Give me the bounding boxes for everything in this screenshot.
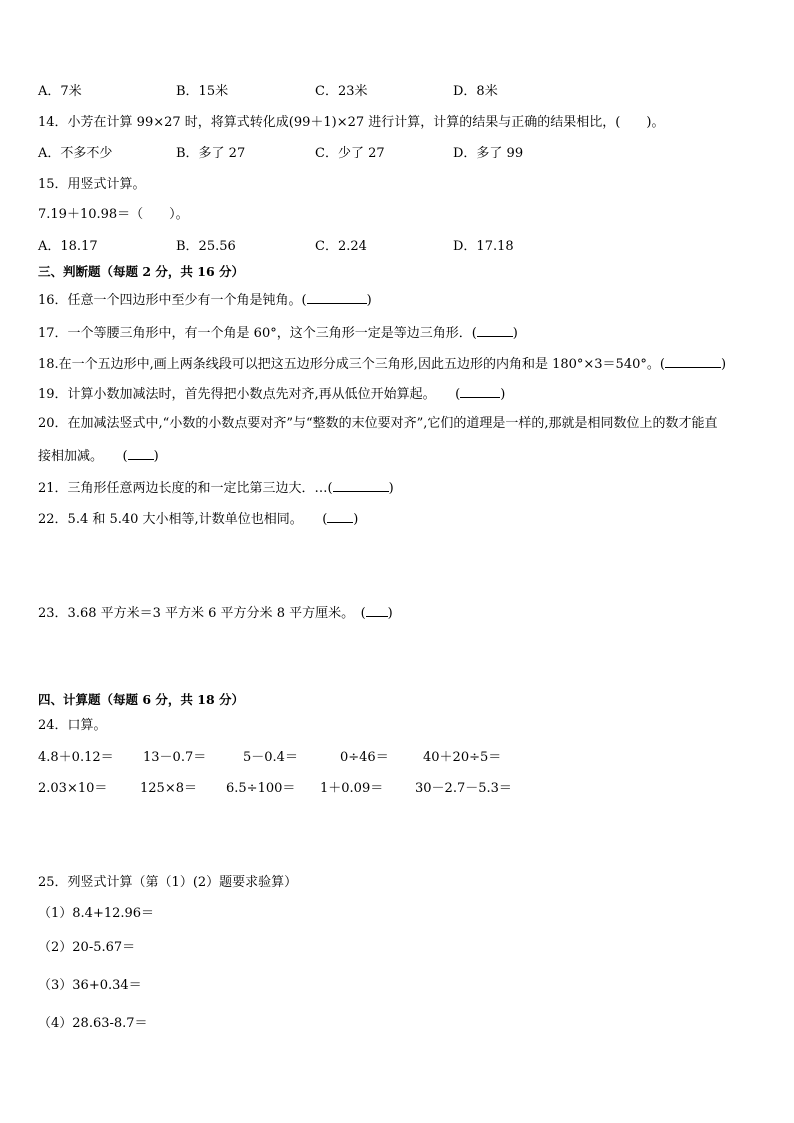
q24-calc-3: 5－0.4＝: [243, 750, 298, 765]
q24-calc-8: 6.5÷100＝: [226, 781, 296, 796]
q22-statement: [38, 510, 358, 528]
q13-option-d: D．8米: [453, 84, 498, 99]
q24-calc-7: 125×8＝: [140, 781, 197, 796]
q23-text: 23．3.68 平方米＝3 平方米 6 平方分米 8 平方厘米。 (: [38, 606, 366, 621]
q13-option-a: A．7米: [38, 84, 82, 99]
q25-item-3: （3）36+0.34＝: [38, 978, 142, 993]
q15-option-a: A．18.17: [38, 239, 98, 254]
q24-row-1: [38, 750, 738, 766]
q20-close-paren: ): [153, 449, 159, 464]
q22-close-paren: ): [353, 512, 359, 527]
q14-options: [38, 146, 738, 162]
q15-option-b: B．25.56: [176, 239, 236, 254]
q14-stem: 14．小芳在计算 99×27 时，将算式转化成(99＋1)×27 进行计算，计算的结果与正确的结果相比，( )。: [38, 115, 665, 130]
q17-statement: [38, 324, 518, 342]
q13-option-b: B．15米: [176, 84, 229, 99]
q16-close-paren: ): [366, 293, 372, 308]
q13-options: [38, 84, 738, 100]
q19-text: 19．计算小数加减法时，首先得把小数点先对齐,再从低位开始算起。 (: [38, 387, 461, 402]
q23-statement: [38, 604, 393, 622]
q25-item-1: （1）8.4+12.96＝: [38, 906, 155, 921]
q14-option-b: B．多了 27: [176, 146, 246, 161]
q17-close-paren: ): [512, 326, 518, 341]
q22-answer-blank[interactable]: [327, 510, 353, 523]
q25-item-2: （2）20-5.67＝: [38, 940, 136, 955]
q18-text: 18.在一个五边形中,画上两条线段可以把这五边形分成三个三角形,因此五边形的内角和是 180°×3＝540°。(: [38, 357, 665, 372]
q15-option-c: C．2.24: [315, 239, 367, 254]
q25-item-4: （4）28.63-8.7＝: [38, 1016, 148, 1031]
q18-statement: [38, 355, 726, 373]
q21-close-paren: ): [388, 481, 394, 496]
q24-calc-10: 30－2.7－5.3＝: [415, 781, 512, 796]
q19-answer-blank[interactable]: [460, 385, 500, 398]
q14-option-d: D．多了 99: [453, 146, 524, 161]
q20-answer-blank[interactable]: [128, 447, 154, 460]
q19-statement: [38, 385, 505, 403]
q21-answer-blank[interactable]: [333, 479, 389, 492]
q14-option-a: A．不多不少: [38, 146, 113, 161]
q24-calc-2: 13－0.7＝: [143, 750, 207, 765]
q25-stem: 25．列竖式计算（第（1）(2）题要求验算）: [38, 875, 298, 890]
q22-text: 22．5.4 和 5.40 大小相等,计数单位也相同。 (: [38, 512, 328, 527]
q24-calc-9: 1＋0.09＝: [320, 781, 384, 796]
q24-calc-4: 0÷46＝: [340, 750, 389, 765]
q19-close-paren: ): [500, 387, 506, 402]
q24-calc-6: 2.03×10＝: [38, 781, 108, 796]
q14-option-c: C．少了 27: [315, 146, 385, 161]
q20-text-cont: 接相加减。 (: [38, 449, 128, 464]
section-3-title: 三、判断题（每题 2 分，共 16 分）: [38, 264, 245, 279]
q23-answer-blank[interactable]: [366, 604, 388, 617]
q20-statement-line2: [38, 447, 159, 465]
q18-close-paren: ): [720, 357, 727, 372]
q16-text: 16．任意一个四边形中至少有一个角是钝角。(: [38, 293, 307, 308]
q24-calc-1: 4.8＋0.12＝: [38, 750, 114, 765]
q21-text: 21．三角形任意两边长度的和一定比第三边大．…(: [38, 481, 333, 496]
q21-statement: [38, 479, 394, 497]
q20-statement-line1: 20．在加减法竖式中,“小数的小数点要对齐”与“整数的末位要对齐”,它们的道理是一样的,那就是相同数位上的数才能直: [38, 416, 718, 431]
section-4-title: 四、计算题（每题 6 分，共 18 分）: [38, 692, 245, 707]
q23-close-paren: ): [387, 606, 393, 621]
q17-text: 17．一个等腰三角形中，有一个角是 60°，这个三角形一定是等边三角形．(: [38, 326, 477, 341]
q24-stem: 24．口算。: [38, 718, 107, 733]
q24-row-2: [38, 781, 738, 797]
q24-calc-5: 40＋20÷5＝: [423, 750, 502, 765]
q15-options: [38, 239, 738, 255]
q15-expression: 7.19＋10.98＝（ ）。: [38, 207, 189, 222]
q15-option-d: D．17.18: [453, 239, 514, 254]
q13-option-c: C．23米: [315, 84, 368, 99]
q16-answer-blank[interactable]: [307, 291, 367, 304]
q16-statement: [38, 291, 372, 309]
q17-answer-blank[interactable]: [477, 324, 513, 337]
q18-answer-blank[interactable]: [665, 355, 721, 368]
q15-stem: 15．用竖式计算。: [38, 177, 146, 192]
